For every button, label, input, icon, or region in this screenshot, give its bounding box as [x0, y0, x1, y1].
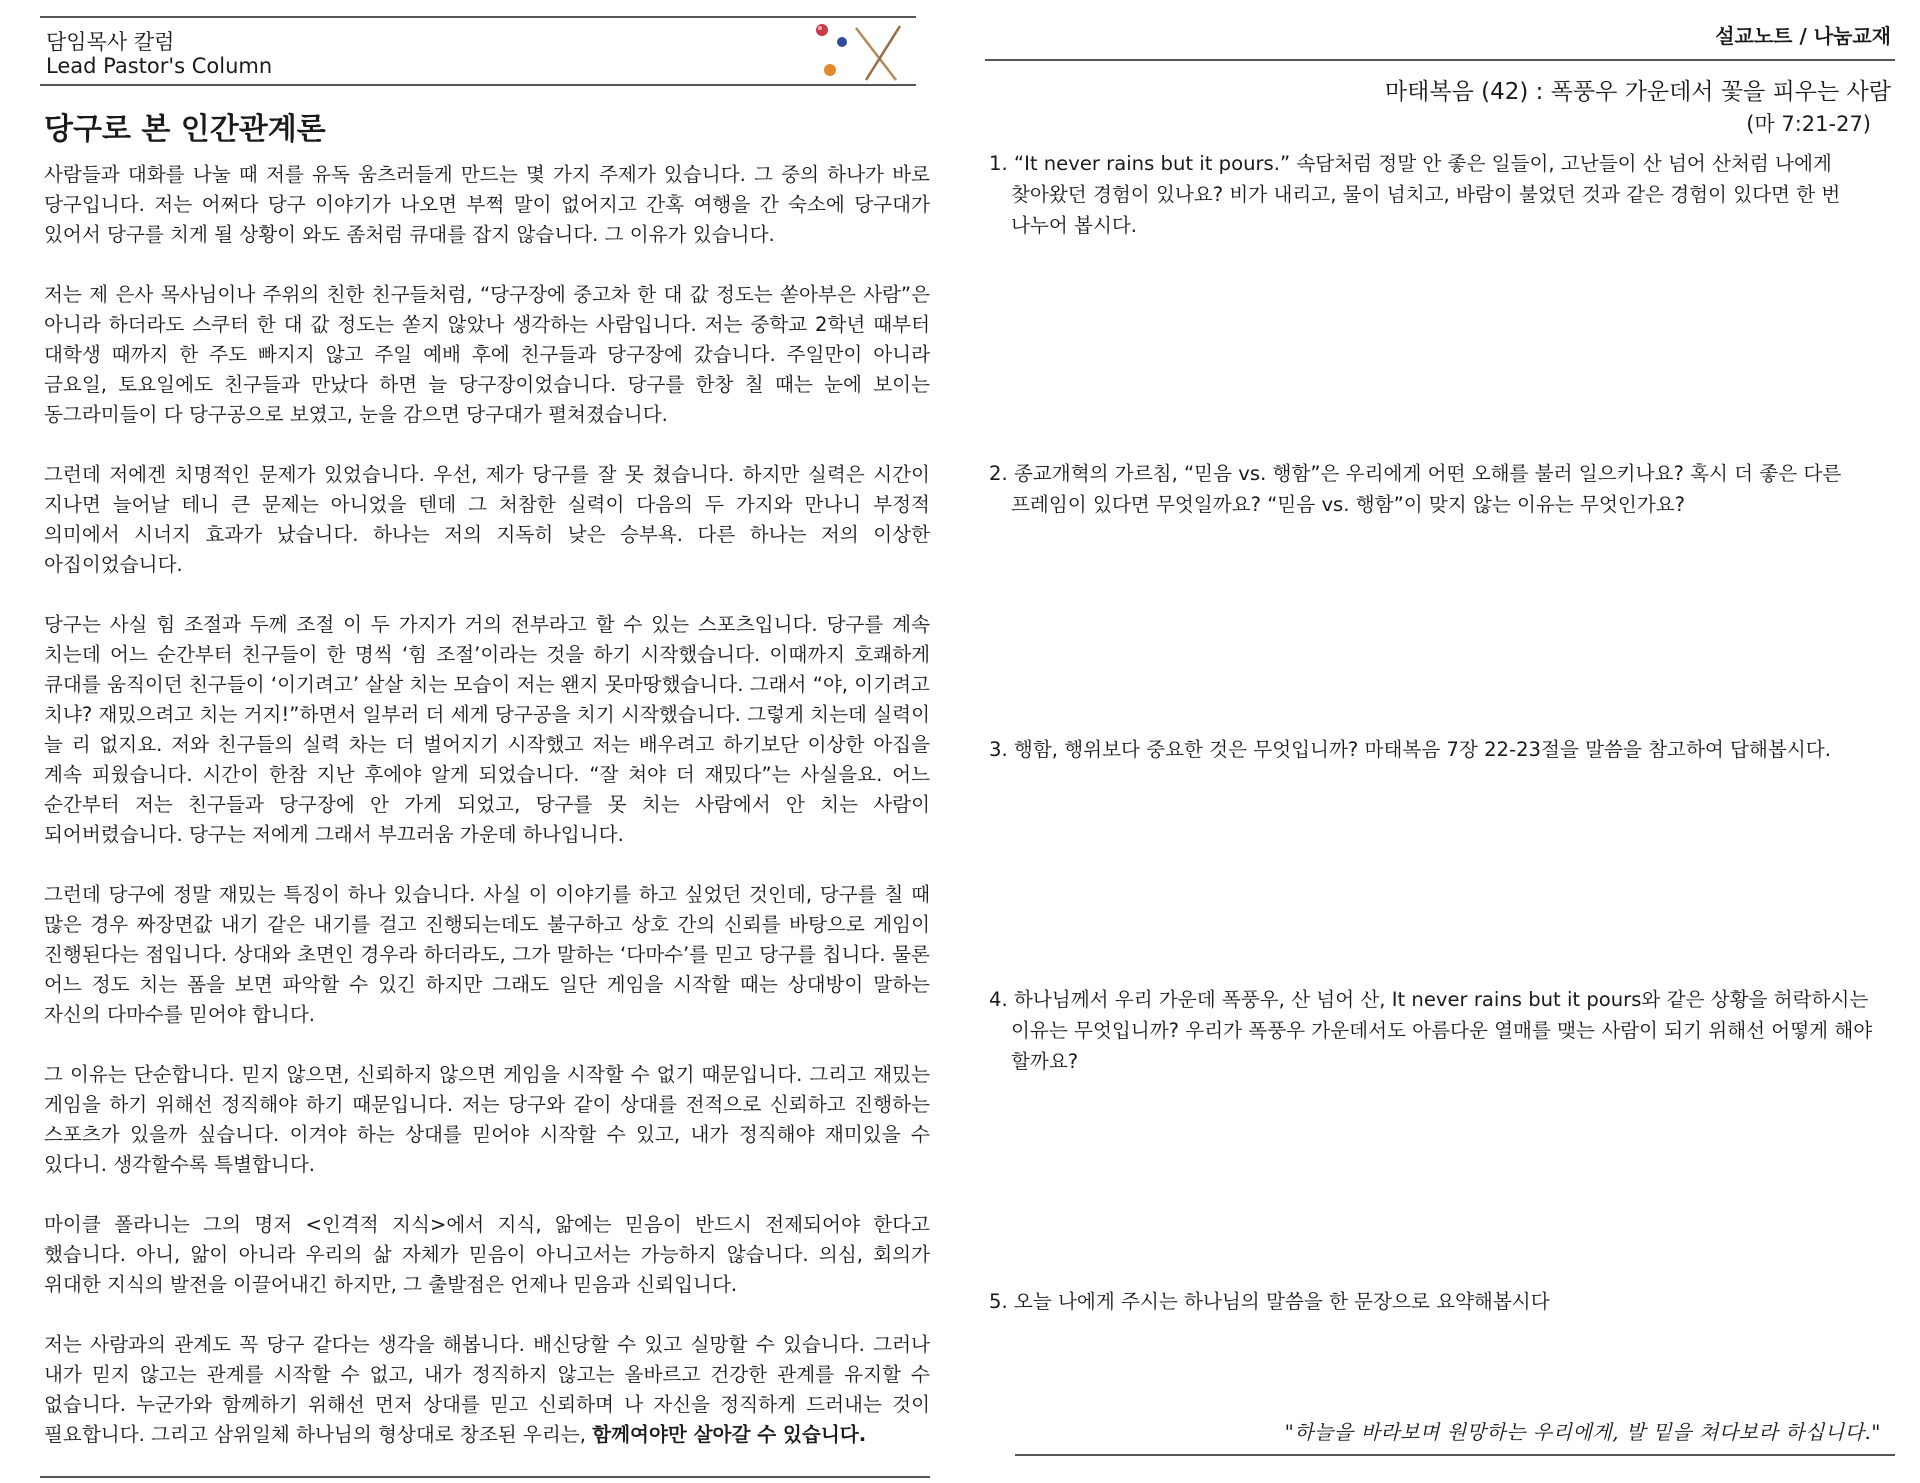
question-5: 5. 오늘 나에게 주시는 하나님의 말씀을 한 문장으로 요약해봅시다 — [989, 1290, 1550, 1313]
column-footer-rule — [40, 1476, 930, 1478]
column-header-korean: 담임목사 칼럼 — [46, 30, 175, 54]
lead-pastor-column — [40, 16, 930, 1478]
column-paragraph: 그 이유는 단순합니다. 믿지 않으면, 신뢰하지 않으면 게임을 시작할 수 없기 때문입니다. 그리고 재밌는 게임을 하기 위해선 정직해야 하기 때문입니다. 저는 당구와 같이 상대를 전적으로 신뢰하고 진행하는 스포츠가 있을까 싶습니다. 이겨야 하는 상대를 믿어야 시작할 수 있고, 내가 정직해야 재미있을 수 있다니. 생각할수록 특별합니다. — [44, 1063, 930, 1176]
column-paragraph: 그런데 저에겐 치명적인 문제가 있었습니다. 우선, 제가 당구를 잘 못 쳤습니다. 하지만 실력은 시간이 지나면 늘어날 테니 큰 문제는 아니었을 텐데 그 처참한 실력이 다음의 두 가지와 만나니 부정적 의미에서 시너지 효과가 났습니다. 하나는 저의 지독히 낮은 승부욕. 다른 하나는 저의 이상한 아집이었습니다. — [44, 463, 930, 576]
column-header — [40, 16, 916, 86]
question-3: 3. 행함, 행위보다 중요한 것은 무엇입니까? 마태복음 7장 22-23절을 말씀을 참고하여 답해봅시다. — [989, 738, 1831, 761]
column-title: 당구로 본 인간관계론 — [44, 112, 326, 147]
sermon-notes — [985, 16, 1895, 1444]
column-paragraph: 마이클 폴라니는 그의 명저 <인격적 지식>에서 지식, 앎에는 믿음이 반드시 전제되어야 한다고 했습니다. 아니, 앎이 아니라 우리의 삶 자체가 믿음이 아니고서는 가능하지 않습니다. 의심, 회의가 위대한 지식의 발전을 이끌어내긴 하지만, 그 출발점은 언제나 믿음과 신뢰입니다. — [44, 1213, 930, 1296]
sermon-notes-label: 설교노트 / 나눔교재 — [985, 16, 1895, 61]
sermon-reference: (마 7:21-27) — [1746, 112, 1871, 136]
last-paragraph-text: 저는 사람과의 관계도 꼭 당구 같다는 생각을 해봅니다. 배신당할 수 있고 실망할 수 있습니다. 그러나 내가 믿지 않고는 관계를 시작할 수 없고, 내가 정직하지 않고는 올바르고 건강한 관계를 유지할 수 없습니다. 누군가와 함께하기 위해선 먼저 상대를 믿고 신뢰하며 나 자신을 정직하게 드러내는 것이 필요합니다. 그리고 삼위일체 하나님의 형상대로 창조된 우리는, — [44, 1333, 930, 1446]
column-paragraph: 당구는 사실 힘 조절과 두께 조절 이 두 가지가 거의 전부라고 할 수 있는 스포츠입니다. 당구를 계속 치는데 어느 순간부터 친구들이 한 명씩 ‘힘 조절’이라는 것을 하기 시작했습니다. 이때까지 호쾌하게 큐대를 움직이던 친구들이 ‘이기려고’ 살살 치는 모습이 저는 왠지 못마땅했습니다. 그래서 “야, 이기려고 치냐? 재밌으려고 치는 거지!”하면서 일부러 더 세게 당구공을 치기 시작했습니다. 그렇게 치는데 실력이 늘 리 없지요. 저와 친구들의 실력 차는 더 벌어지기 시작했고 저는 배우려고 하기보단 이상한 아집을 계속 피웠습니다. 시간이 한참 지난 후에야 알게 되었습니다. “잘 쳐야 더 재밌다”는 사실을요. 어느 순간부터 저는 친구들과 당구장에 안 가게 되었고, 당구를 못 치는 사람에서 안 치는 사람이 되어버렸습니다. 당구는 저에게 그래서 부끄러움 가운데 하나입니다. — [44, 613, 930, 846]
last-paragraph-emphasis: 함께여야만 살아갈 수 있습니다. — [592, 1423, 867, 1446]
question-1: 1. “It never rains but it pours.” 속담처럼 정말 안 좋은 일들이, 고난들이 산 넘어 산처럼 나에게 찾아왔던 경험이 있나요? 비가 내리고, 물이 넘치고, 바람이 불었던 것과 같은 경험이 있다면 한 번 나누어 봅시다. — [989, 152, 1841, 237]
column-last-paragraph — [44, 1330, 930, 1450]
closing-quote: "하늘을 바라보며 원망하는 우리에게, 발 밑을 쳐다보라 하십니다." — [1284, 1420, 1881, 1444]
sermon-footer-rule — [1015, 1454, 1895, 1456]
column-paragraph: 저는 제 은사 목사님이나 주위의 친한 친구들처럼, “당구장에 중고차 한 대 값 정도는 쏟아부은 사람”은 아니라 하더라도 스쿠터 한 대 값 정도는 쏟지 않았나 생각하는 사람입니다. 저는 중학교 2학년 때부터 대학생 때까지 한 주도 빠지지 않고 주일 예배 후에 친구들과 당구장에 갔습니다. 주일만이 아니라 금요일, 토요일에도 친구들과 만났다 하면 늘 당구장이었습니다. 당구를 한창 칠 때는 눈에 보이는 동그라미들이 다 당구공으로 보였고, 눈을 감으면 당구대가 펼쳐졌습니다. — [44, 283, 930, 426]
billiards-icon — [808, 20, 908, 82]
column-paragraph: 사람들과 대화를 나눌 때 저를 유독 움츠러들게 만드는 몇 가지 주제가 있습니다. 그 중의 하나가 바로 당구입니다. 저는 어쩌다 당구 이야기가 나오면 부쩍 말이 없어지고 간혹 여행을 간 숙소에 당구대가 있어서 당구를 치게 될 상황이 와도 좀처럼 큐대를 잡지 않습니다. 그 이유가 있습니다. — [44, 163, 930, 246]
question-4: 4. 하나님께서 우리 가운데 폭풍우, 산 넘어 산, It never rains but it pours와 같은 상황을 허락하시는 이유는 무엇입니까? 우리가 폭풍우 가운데서도 아름다운 열매를 맺는 사람이 되기 위해선 어떻게 해야 할까요? — [989, 988, 1873, 1073]
question-2: 2. 종교개혁의 가르침, “믿음 vs. 행함”은 우리에게 어떤 오해를 불러 일으키나요? 혹시 더 좋은 다른 프레임이 있다면 무엇일까요? “믿음 vs. 행함”이 맞지 않는 이유는 무엇인가요? — [989, 462, 1842, 516]
sermon-title: 마태복음 (42) : 폭풍우 가운데서 꽃을 피우는 사람 — [1384, 79, 1891, 105]
column-header-english: Lead Pastor's Column — [46, 54, 273, 78]
column-paragraph: 그런데 당구에 정말 재밌는 특징이 하나 있습니다. 사실 이 이야기를 하고 싶었던 것인데, 당구를 칠 때 많은 경우 짜장면값 내기 같은 내기를 걸고 진행되는데도 불구하고 상호 간의 신뢰를 바탕으로 게임이 진행된다는 점입니다. 상대와 초면인 경우라 하더라도, 그가 말하는 ‘다마수’를 믿고 당구를 칩니다. 물론 어느 정도 치는 폼을 보면 파악할 수 있긴 하지만 그래도 일단 게임을 시작할 때는 상대방이 말하는 자신의 다마수를 믿어야 합니다. — [44, 883, 930, 1026]
